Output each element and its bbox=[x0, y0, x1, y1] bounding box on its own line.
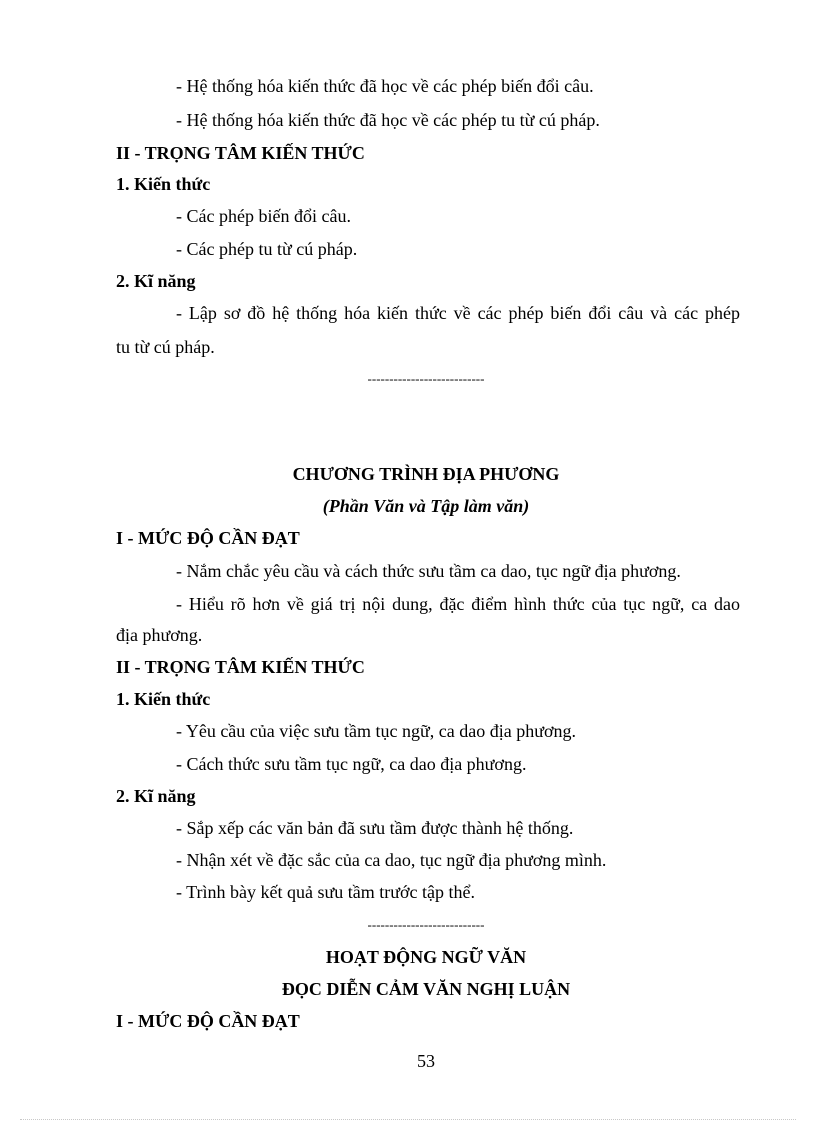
section-heading-levels: I - MỨC ĐỘ CẦN ĐẠT bbox=[116, 528, 300, 548]
activity-title: HOẠT ĐỘNG NGỮ VĂN bbox=[325, 947, 527, 967]
levels-item-1: - Nắm chắc yêu cầu và cách thức sưu tầm ca dao, tục ngữ địa phương. bbox=[176, 561, 681, 581]
objective-line-1: - Hệ thống hóa kiến thức đã học về các phép biến đổi câu. bbox=[176, 76, 594, 96]
knowledge-item-1: - Các phép biến đổi câu. bbox=[176, 206, 351, 226]
section-heading-focus: II - TRỌNG TÂM KIẾN THỨC bbox=[116, 143, 365, 163]
subheading-knowledge: 1. Kiến thức bbox=[116, 174, 211, 194]
levels-item-2: - Hiểu rõ hơn về giá trị nội dung, đặc điểm hình thức của tục ngữ, ca dao bbox=[176, 594, 740, 614]
knowledge2-item-2: - Cách thức sưu tầm tục ngữ, ca dao địa phương. bbox=[176, 754, 527, 774]
knowledge-item-2: - Các phép tu từ cú pháp. bbox=[176, 239, 358, 259]
skills2-item-1: - Sắp xếp các văn bản đã sưu tầm được thành hệ thống. bbox=[176, 818, 574, 838]
separator: --------------------------- bbox=[367, 371, 485, 386]
subheading-skills-2: 2. Kĩ năng bbox=[116, 786, 196, 806]
subheading-skills: 2. Kĩ năng bbox=[116, 271, 196, 291]
chapter-title: CHƯƠNG TRÌNH ĐỊA PHƯƠNG bbox=[292, 464, 560, 484]
skills-item-1-cont: tu từ cú pháp. bbox=[116, 337, 215, 357]
section-heading-levels-2: I - MỨC ĐỘ CẦN ĐẠT bbox=[116, 1011, 300, 1031]
page-number: 53 bbox=[417, 1051, 435, 1071]
skills2-item-3: - Trình bày kết quả sưu tầm trước tập thể. bbox=[176, 882, 475, 902]
knowledge2-item-1: - Yêu cầu của việc sưu tầm tục ngữ, ca dao địa phương. bbox=[176, 721, 576, 741]
objective-line-2: - Hệ thống hóa kiến thức đã học về các phép tu từ cú pháp. bbox=[176, 110, 600, 130]
skills2-item-2: - Nhận xét về đặc sắc của ca dao, tục ngữ địa phương mình. bbox=[176, 850, 607, 870]
separator-2: --------------------------- bbox=[367, 917, 485, 932]
subheading-knowledge-2: 1. Kiến thức bbox=[116, 689, 211, 709]
chapter-subtitle: (Phần Văn và Tập làm văn) bbox=[322, 496, 530, 516]
levels-item-2-cont: địa phương. bbox=[116, 625, 203, 645]
activity-subtitle: ĐỌC DIỄN CẢM VĂN NGHỊ LUẬN bbox=[281, 979, 571, 999]
page-bottom-border bbox=[20, 1119, 796, 1120]
section-heading-focus-2: II - TRỌNG TÂM KIẾN THỨC bbox=[116, 657, 365, 677]
skills-item-1: - Lập sơ đồ hệ thống hóa kiến thức về các phép biến đổi câu và các phép bbox=[176, 303, 740, 323]
